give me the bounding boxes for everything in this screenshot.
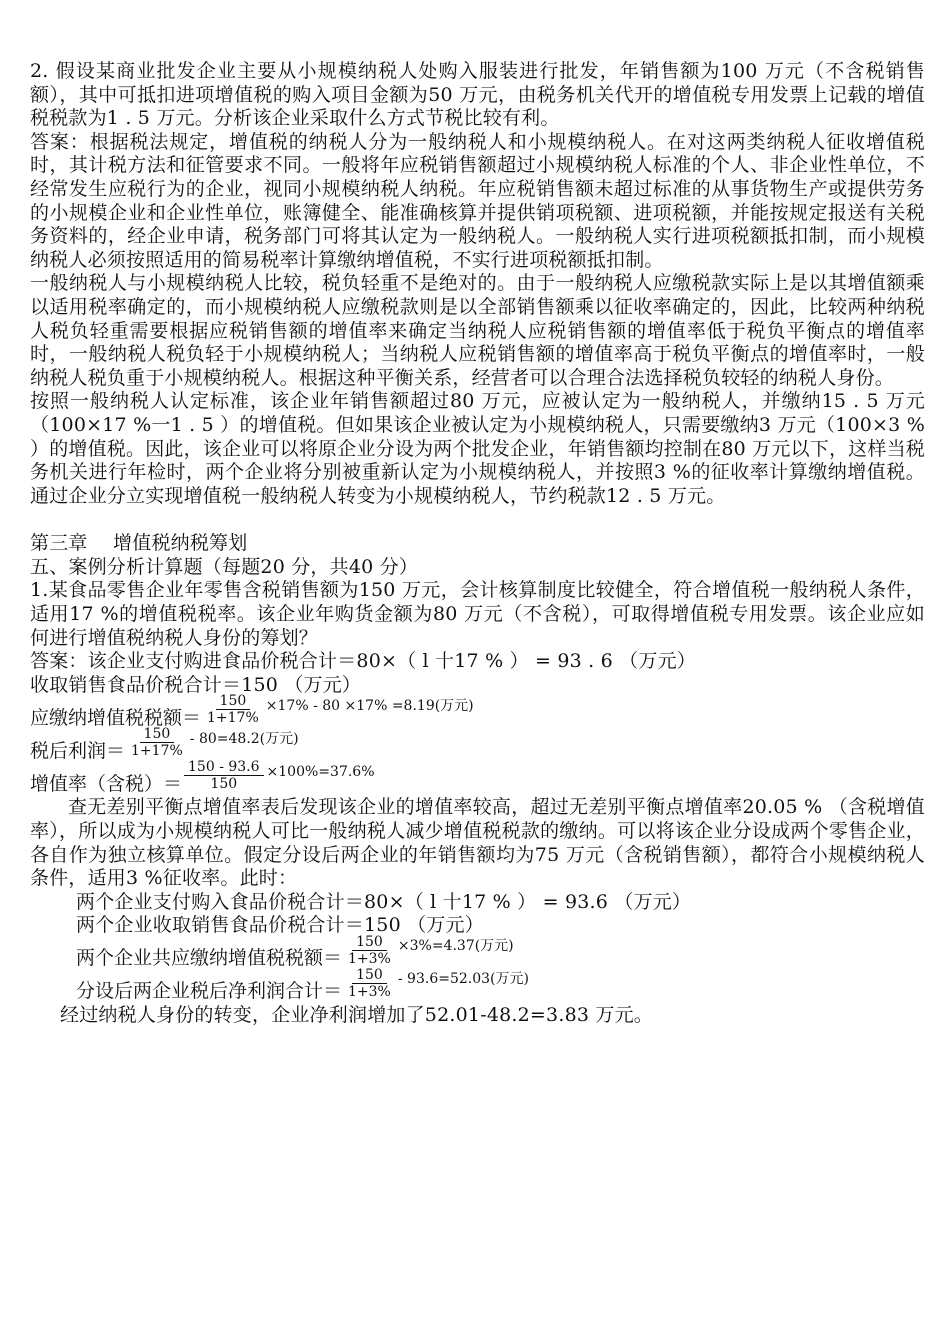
document-page [30, 60, 925, 1028]
split-vat-formula [30, 934, 925, 971]
rate-result: ×100%=37.6% [266, 763, 375, 780]
chapter-title: 第三章 增值税纳税筹划 [30, 532, 248, 555]
profit-result: - 80=48.2(万元) [189, 730, 299, 747]
split-vat-fraction [344, 934, 395, 967]
split-profit-denominator: 1+3% [348, 984, 391, 1000]
analysis-paragraph: 查无差别平衡点增值率表后发现该企业的增值率较高，超过无差别平衡点增值率20.05 % （含税增值率），所以成为小规模纳税人可比一般纳税人减少增值税税款的缴纳。可以将该企业分设成两个零售企业，各自作为独立核算单位。假定分设后两企业的年销售额均为75 万元（含税销售额），都符合小规模纳税人条件，适用3 %征收率。此时： [30, 796, 925, 890]
rate-denominator: 150 [210, 776, 238, 793]
rate-formula [30, 759, 925, 796]
answer-1-line-2: 收取销售食品价税合计＝150 （万元） [30, 673, 362, 696]
split-vat-result: ×3%=4.37(万元) [397, 938, 514, 955]
rate-numerator: 150 - 93.6 [184, 759, 264, 776]
rate-label: 增值率（含税）＝ [30, 772, 183, 795]
split-profit-numerator: 150 [352, 967, 387, 984]
vat-numerator: 150 [216, 693, 251, 710]
answer-2-paragraph-3: 按照一般纳税人认定标准，该企业年销售额超过80 万元，应被认定为一般纳税人，并缴纳15 . 5 万元（100×17 %一1 . 5 ）的增值税。但如果该企业被认定为小规模纳税人，只需要缴纳3 万元（100×3 % ）的增值税。因此，该企业可以将原企业分设为两个批发企业，年销售额均控制在80 万元以下，这样当税务机关进行年检时，两个企业将分别被重新认定为小规模纳税人，并按照3 %的征收率计算缴纳增值税。通过企业分立实现增值税一般纳税人转变为小规模纳税人，节约税款12 . 5 万元。 [30, 390, 925, 507]
rate-fraction [184, 759, 264, 792]
section-title: 五、案例分析计算题（每题20 分，共40 分） [30, 555, 419, 578]
profit-numerator: 150 [140, 726, 175, 743]
split-profit-formula [30, 967, 925, 1004]
profit-label: 税后利润＝ [30, 739, 126, 762]
answer-1-line-1: 答案：该企业支付购进食品价税合计＝80×（ l 十17 % ） = 93 . 6 （万元） [30, 650, 696, 673]
split-vat-denominator: 1+3% [348, 951, 391, 967]
question-1: 1.某食品零售企业年零售含税销售额为150 万元，会计核算制度比较健全，符合增值税一般纳税人条件，适用17 %的增值税税率。该企业年购货金额为80 万元（不含税），可取得增值税专用发票。该企业应如何进行增值税纳税人身份的筹划？ [30, 579, 925, 649]
split-line-2: 两个企业收取销售食品价税合计＝150 （万元） [76, 914, 484, 937]
split-line-1: 两个企业支付购入食品价税合计＝80×（ l 十17 % ） = 93.6 （万元） [76, 890, 692, 913]
split-profit-label: 分设后两企业税后净利润合计＝ [76, 980, 343, 1003]
split-profit-fraction [344, 967, 395, 1000]
vat-result: ×17% - 80 ×17% =8.19(万元) [265, 697, 474, 714]
vat-denominator: 1+17% [207, 710, 259, 727]
split-vat-numerator: 150 [352, 934, 387, 951]
conclusion: 经过纳税人身份的转变，企业净利润增加了52.01-48.2=3.83 万元。 [60, 1004, 653, 1026]
vat-label: 应缴纳增值税税额＝ [30, 706, 202, 729]
profit-fraction [127, 726, 187, 759]
question-2: 2. 假设某商业批发企业主要从小规模纳税人处购入服装进行批发，年销售额为100 万元（不含税销售额），其中可抵扣进项增值税的购入项目金额为50 万元，由税务机关代开的增值税专用发票上记载的增值税税款为1 . 5 万元。分析该企业采取什么方式节税比较有利。 [30, 60, 925, 130]
split-vat-label: 两个企业共应缴纳增值税税额＝ [76, 947, 343, 970]
answer-2-paragraph-1: 答案：根据税法规定，增值税的纳税人分为一般纳税人和小规模纳税人。在对这两类纳税人征收增值税时，其计税方法和征管要求不同。一般将年应税销售额超过小规模纳税人标准的个人、非企业性单位，不经常发生应税行为的企业，视同小规模纳税人纳税。年应税销售额未超过标准的从事货物生产或提供劳务的小规模企业和企业性单位，账簿健全、能准确核算并提供销项税额、进项税额，并能按规定报送有关税务资料的，经企业申请，税务部门可将其认定为一般纳税人。一般纳税人实行进项税额抵扣制，而小规模纳税人必须按照适用的简易税率计算缴纳增值税，不实行进项税额抵扣制。 [30, 130, 925, 271]
answer-2-paragraph-2: 一般纳税人与小规模纳税人比较，税负轻重不是绝对的。由于一般纳税人应缴税款实际上是以其增值额乘以适用税率确定的，而小规模纳税人应缴税款则是以全部销售额乘以征收率确定的，因此，比较两种纳税人税负轻重需要根据应税销售额的增值率来确定当纳税人应税销售额的增值率低于税负平衡点的增值率时，一般纳税人税负轻于小规模纳税人；当纳税人应税销售额的增值率高于税负平衡点的增值率时，一般纳税人税负重于小规模纳税人。根据这种平衡关系，经营者可以合理合法选择税负较轻的纳税人身份。 [30, 272, 925, 389]
blank-line [30, 508, 925, 532]
vat-fraction [203, 693, 263, 726]
split-profit-result: - 93.6=52.03(万元) [397, 971, 529, 988]
profit-formula [30, 726, 925, 763]
profit-denominator: 1+17% [131, 743, 183, 760]
